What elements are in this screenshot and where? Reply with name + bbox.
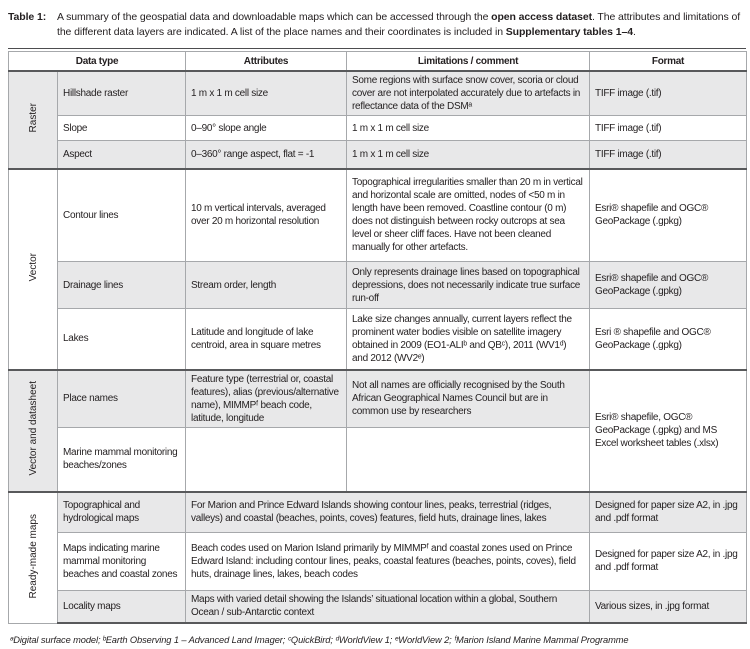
description-cell: Beach codes used on Marion Island primarily by MIMMPᶠ and coastal zones used on Prince Edward Island: including contour lines, peaks, coastal features (beaches, points, coves), field huts, drainage lines, lakes, beach codes — [186, 532, 590, 590]
limitations-cell: Topographical irregularities smaller than 20 m in vertical and horizontal scale are omitted, nodes of <50 m in length have been removed. Coastline contour (0 m) does not distinguish between rocky outcrops at sea level or sheer cliff faces. Have not been cleaned manually for other artefacts. — [347, 169, 590, 262]
group-label-ready-made-maps-text: Ready-made maps — [27, 513, 39, 598]
group-label-ready-made-maps — [9, 492, 58, 623]
data-table-wrapper — [8, 48, 746, 624]
caption-label: Table 1: — [8, 11, 47, 23]
attributes-cell: Stream order, length — [186, 262, 347, 309]
table-footnote: ᵃDigital surface model; ᵇEarth Observing 1 – Advanced Land Imager; ᶜQuickBird; ᵈWorldView 1; ᵉWorldView 2; ᶠMarion Island Marine Mammal Programme — [10, 635, 629, 645]
caption-text-part: . — [632, 26, 636, 38]
group-label-vector-and-datasheet — [9, 370, 58, 493]
datatype-cell: Lakes — [58, 309, 186, 370]
attributes-cell: Latitude and longitude of lake centroid, area in square metres — [186, 309, 347, 370]
format-cell: Various sizes, in .jpg format — [590, 590, 747, 623]
caption-bold-supplementary: Supplementary tables 1–4 — [505, 26, 633, 38]
table-row-drainage-lines — [9, 262, 747, 309]
attributes-cell: 10 m vertical intervals, averaged over 20 m horizontal resolution — [186, 169, 347, 262]
format-cell: TIFF image (.tif) — [590, 141, 747, 169]
format-cell: TIFF image (.tif) — [590, 116, 747, 141]
header-data-type: Data type — [9, 52, 186, 72]
table-row-slope — [9, 116, 747, 141]
table-row-topographical-maps — [9, 492, 747, 532]
attributes-cell: 0–90° slope angle — [186, 116, 347, 141]
caption-text — [57, 10, 744, 40]
limitations-cell: Not all names are officially recognised by the South African Geographical Names Council but are in common use by researchers — [347, 370, 590, 428]
caption-text-part: . The attributes and limitations of the different data layers are indicated. A list of the place names and their coordinates is included in — [57, 11, 741, 38]
caption-bold-open-access: open access dataset — [491, 11, 592, 23]
group-label-vector-and-datasheet-text: Vector and datasheet — [27, 381, 39, 477]
group-label-vector — [9, 169, 58, 370]
attributes-cell: Feature type (terrestrial or, coastal features), alias (previous/alternative name), MIMMPᶠ beach code, latitude, longitude — [186, 370, 347, 428]
format-cell: TIFF image (.tif) — [590, 71, 747, 116]
format-cell: Esri ® shapefile and OGC® GeoPackage (.gpkg) — [590, 309, 747, 370]
format-cell: Designed for paper size A2, in .jpg and .pdf format — [590, 532, 747, 590]
datatype-cell: Hillshade raster — [58, 71, 186, 116]
datatype-cell: Place names — [58, 370, 186, 428]
description-cell: For Marion and Prince Edward Islands showing contour lines, peaks, terrestrial (ridges, valleys) and coastal (beaches, points, coves) features, field huts, drainage lines, lakes — [186, 492, 590, 532]
format-cell-merged: Esri® shapefile, OGC® GeoPackage (.gpkg) and MS Excel worksheet tables (.xlsx) — [590, 370, 747, 493]
datatype-cell: Slope — [58, 116, 186, 141]
format-cell: Esri® shapefile and OGC® GeoPackage (.gpkg) — [590, 169, 747, 262]
attributes-cell-empty — [186, 427, 347, 492]
attributes-cell: 0–360° range aspect, flat = -1 — [186, 141, 347, 169]
limitations-cell: 1 m x 1 m cell size — [347, 141, 590, 169]
table-row-marine-monitoring-maps — [9, 532, 747, 590]
table-row-place-names — [9, 370, 747, 428]
table-row-locality-maps — [9, 590, 747, 623]
limitations-cell-empty — [347, 427, 590, 492]
group-label-raster — [9, 71, 58, 169]
datatype-cell: Contour lines — [58, 169, 186, 262]
datatype-cell: Marine mammal monitoring beaches/zones — [58, 427, 186, 492]
limitations-cell: Only represents drainage lines based on topographical depressions, does not necessarily indicate true surface run-off — [347, 262, 590, 309]
datatype-cell: Locality maps — [58, 590, 186, 623]
format-cell: Designed for paper size A2, in .jpg and .pdf format — [590, 492, 747, 532]
group-label-raster-text: Raster — [27, 103, 39, 133]
datatype-cell: Maps indicating marine mammal monitoring beaches and coastal zones — [58, 532, 186, 590]
datatype-cell: Topographical and hydrological maps — [58, 492, 186, 532]
header-limitations: Limitations / comment — [347, 52, 590, 72]
description-cell: Maps with varied detail showing the Islands’ situational location within a global, Southern Ocean / sub-Antarctic context — [186, 590, 590, 623]
group-label-vector-text: Vector — [27, 252, 39, 282]
header-row — [9, 52, 747, 72]
header-format: Format — [590, 52, 747, 72]
limitations-cell: Some regions with surface snow cover, scoria or cloud cover are not interpolated accurately due to artefacts in reflectance data of the DSMᵃ — [347, 71, 590, 116]
table-caption — [8, 10, 744, 40]
header-attributes: Attributes — [186, 52, 347, 72]
table-row-aspect — [9, 141, 747, 169]
table-row-lakes — [9, 309, 747, 370]
table-row-contour-lines — [9, 169, 747, 262]
limitations-cell: Lake size changes annually, current layers reflect the prominent water bodies visible on satellite imagery obtained in 2009 (EO1-ALIᵇ and QBᶜ), 2011 (WV1ᵈ) and 2012 (WV2ᵉ) — [347, 309, 590, 370]
datatype-cell: Drainage lines — [58, 262, 186, 309]
format-cell: Esri® shapefile and OGC® GeoPackage (.gpkg) — [590, 262, 747, 309]
attributes-cell: 1 m x 1 m cell size — [186, 71, 347, 116]
datatype-cell: Aspect — [58, 141, 186, 169]
table-row-hillshade — [9, 71, 747, 116]
limitations-cell: 1 m x 1 m cell size — [347, 116, 590, 141]
caption-text-part: A summary of the geospatial data and downloadable maps which can be accessed through the — [57, 11, 492, 23]
data-table — [8, 51, 747, 624]
